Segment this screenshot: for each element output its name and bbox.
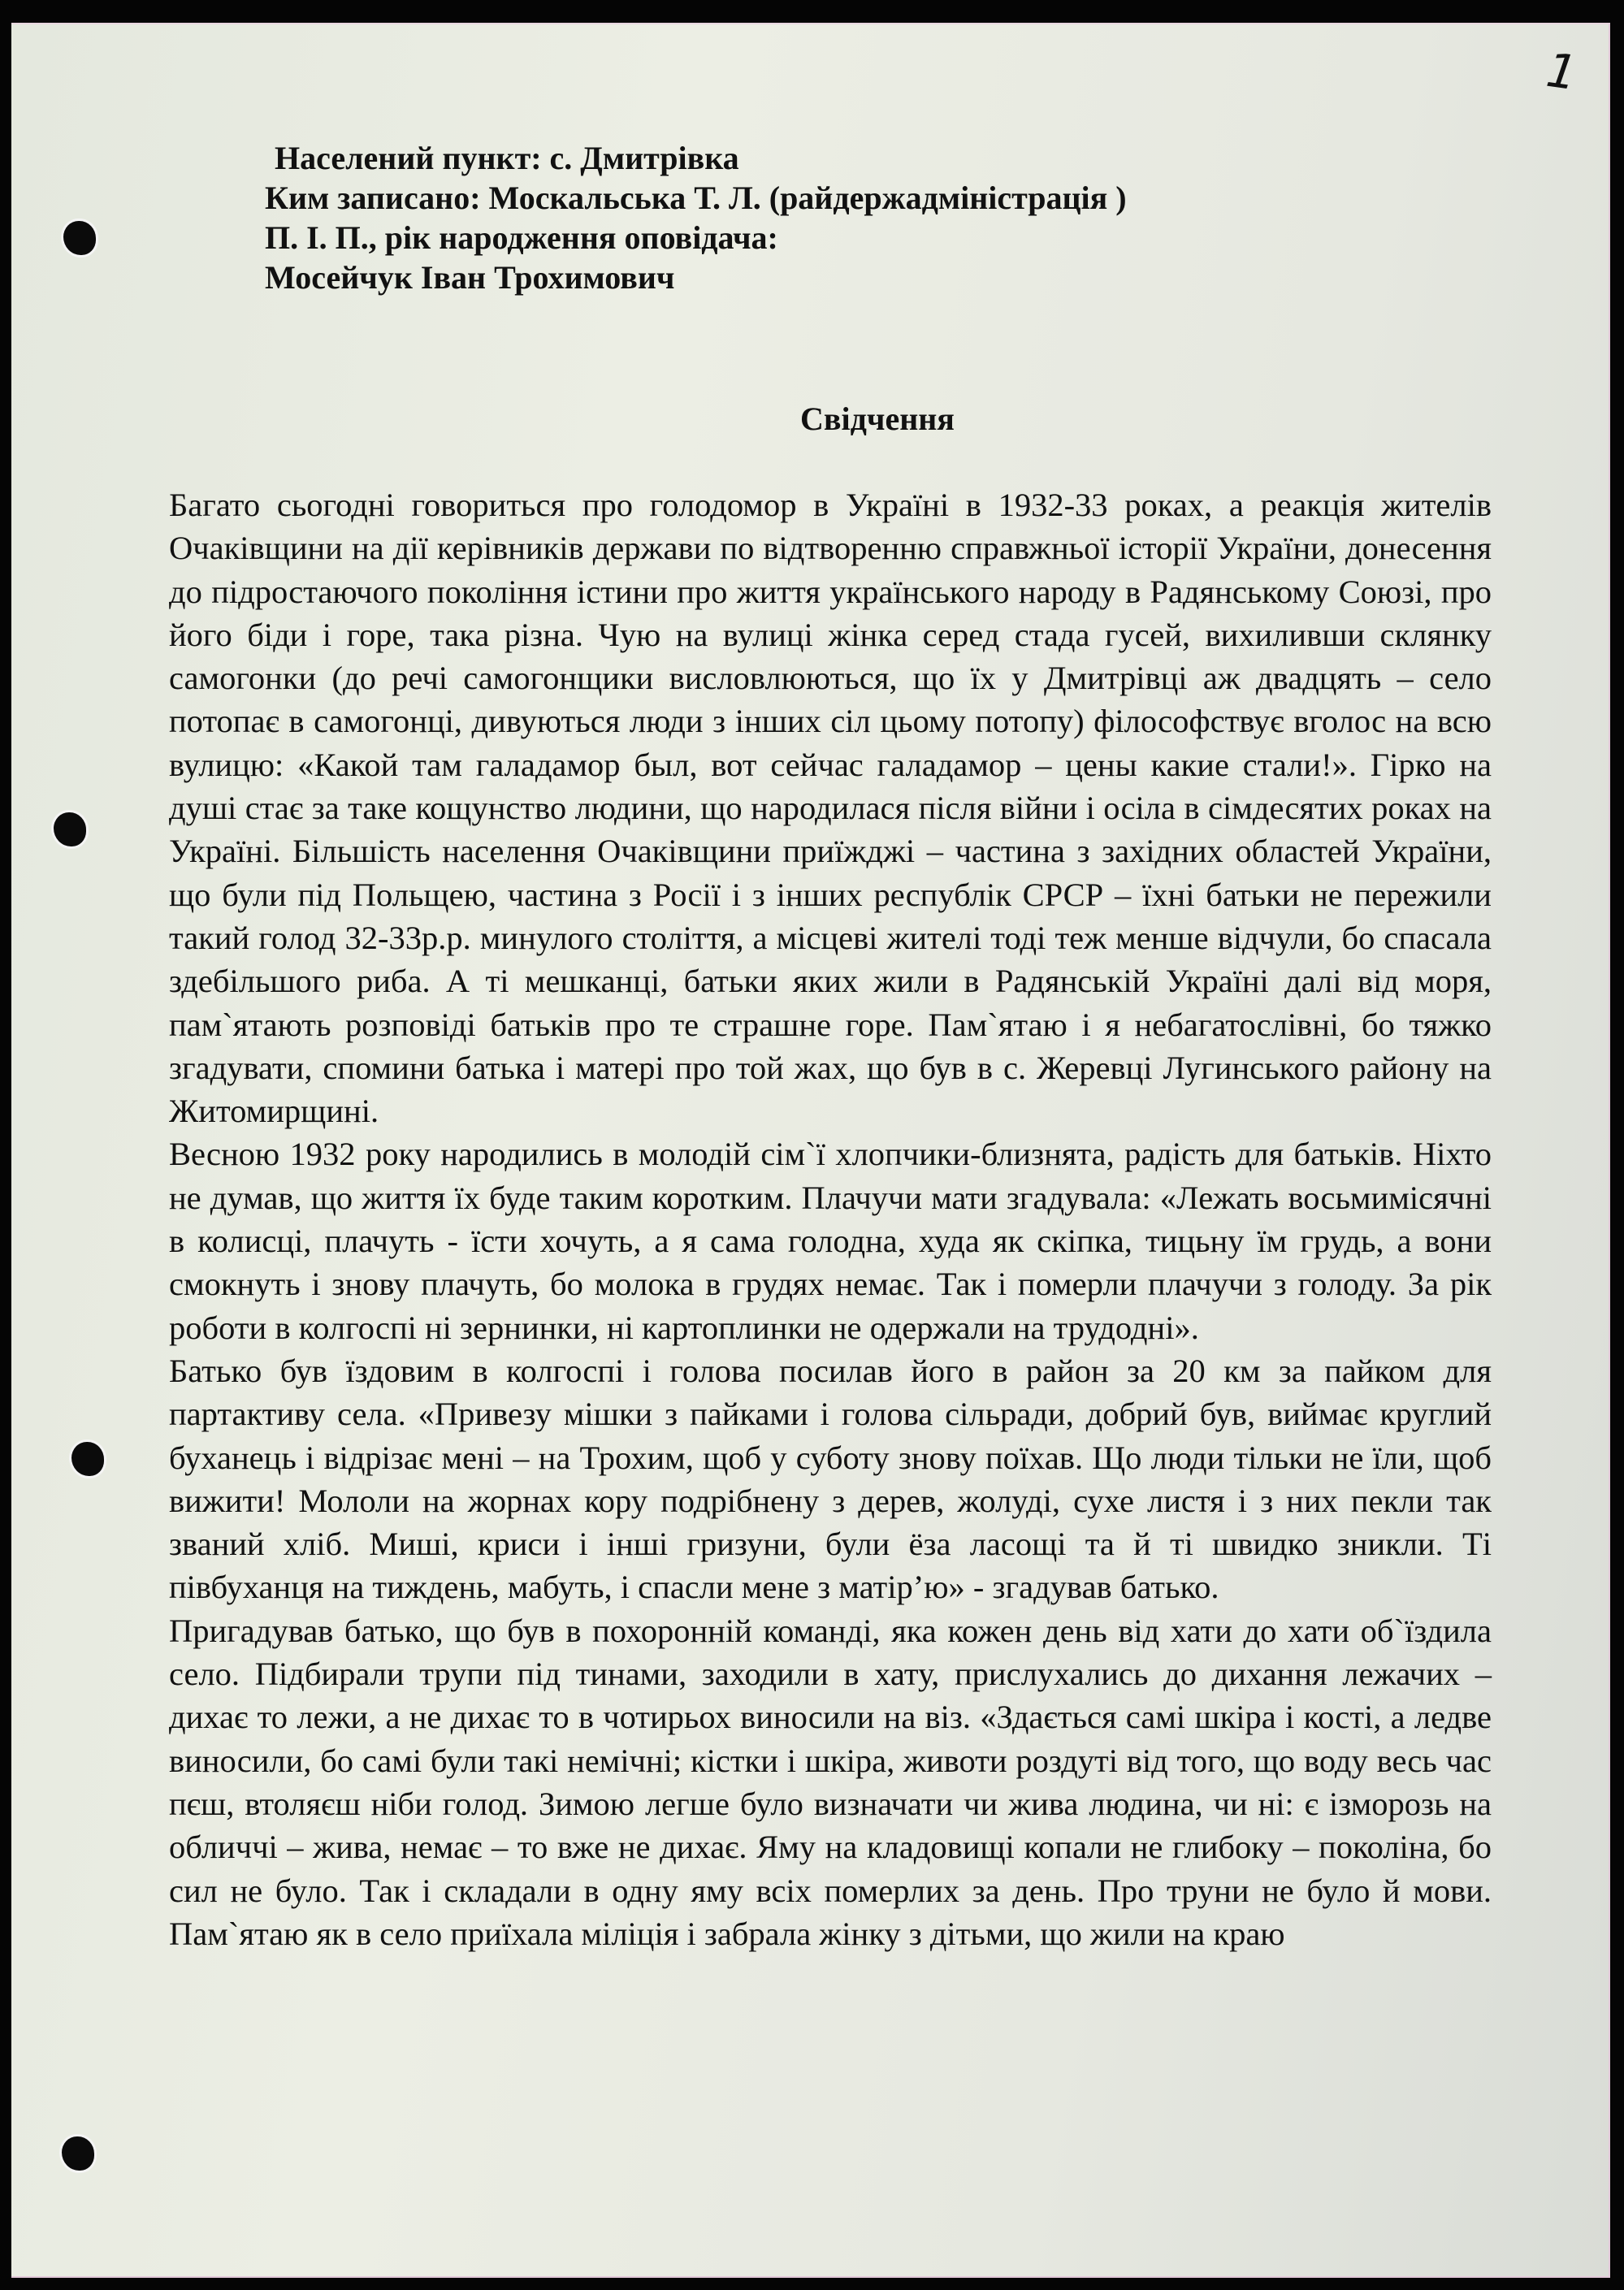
paragraph: Багато сьогодні говориться про голодомор в Україні в 1932-33 роках, а реакція жителів Очаківщини на дії керівників держави по відтворенню справжньої історії України, донесення до підростаючого покоління істини про життя українського народу в Радянському Союзі, про його біди і горе, така різна. Чую на вулиці жінка серед стада гусей, вихиливши склянку самогонки (до речі самогонщики висловлюються, що їх у Дмитрівці аж двадцять – село потопає в самогонці, дивуються люди з інших сіл цьому потопу) філософствує вголос на всю вулицю: «Какой там галадамор был, вот сейчас галадамор – цены какие стали!». Гірко на душі стає за таке кощунство людини, що народилася після війни і осіла в сімдесятих роках на Україні. Більшість населення Очаківщини приїжджі – частина з західних областей України, що були під Польщею, частина з Росії і з інших республік СРСР – їхні батьки не пережили такий голод 32-33р.р. минулого століття, а місцеві жителі тоді теж менше відчули, бо спасала здебільшого риба. А ті мешканці, батьки яких жили в Радянській Україні далі від моря, пам`ятають розповіді батьків про те страшне горе. Пам`ятаю і я небагатослівні, бо тяжко згадувати, спомини батька і матері про той жах, що був в с. Жеревці Лугинського району на Житомирщині. <box>169 487 1492 1130</box>
punch-hole-icon <box>63 221 96 255</box>
testimony-body <box>169 483 1492 1955</box>
punch-hole-icon <box>71 1442 104 1476</box>
paragraph: Весною 1932 року народились в молодій сім`ї хлопчики-близнята, радість для батьків. Ніхто не думав, що життя їх буде таким коротким. Плачучи мати згадувала: «Лежать восьмимісячні в колисці, плачуть - їсти хочуть, а я сама голодна, худа як скіпка, тицьну їм грудь, а вони смокнуть і знову плачуть, бо молока в грудях немає. Так і померли плачучи з голоду. За рік роботи в колгоспі ні зернинки, ні картоплинки не одержали на трудодні». <box>169 1136 1492 1346</box>
handwritten-page-number: 1 <box>1543 41 1581 102</box>
narrator-label-line: П. І. П., рік народження оповідача: <box>265 219 778 256</box>
recorded-by-line: Ким записано: Москальська Т. Л. (райдержадміністрація ) <box>265 180 1127 216</box>
document-title: Свідчення <box>800 400 955 437</box>
settlement-line: Населений пункт: с. Дмитрівка <box>275 140 739 176</box>
paragraph: Пригадував батько, що був в похоронній команді, яка кожен день від хати до хати об`їздила село. Підбирали трупи під тинами, заходили в хату, прислухались до дихання лежачих – дихає то лежи, а не дихає то в чотирьох виносили на віз. «Здається самі шкіра і кості, а ледве виносили, бо самі були такі немічні; кістки і шкіра, животи роздуті від того, що воду весь час пєш, втоляєш ніби голод. Зимою легше було визначати чи жива людина, чи ні: є ізморозь на обличчі – жива, немає – то вже не дихає. Яму на кладовищі копали не глибоку – поколіна, бо сил не було. Так і складали в одну яму всіх померлих за день. Про труни не було й мови. Пам`ятаю як в село приїхала міліція і забрала жінку з дітьми, що жили на краю <box>169 1612 1492 1952</box>
paragraph: Батько був їздовим в колгоспі і голова посилав його в район за 20 км за пайком для партактиву села. «Привезу мішки з пайками і голова сільради, добрий був, виймає круглий буханець і відрізає мені – на Трохим, щоб у суботу знову поїхав. Що люди тільки не їли, щоб вижити! Мололи на жорнах кору подрібнену з дерев, жолуді, сухе листя і з них пекли так званий хліб. Миші, криси і інші гризуни, були ёза ласощі та й ті швидко зникли. Ті півбуханця на тиждень, мабуть, і спасли мене з матір’ю» - згадував батько. <box>169 1352 1492 1606</box>
document-header <box>265 138 1127 297</box>
punch-hole-icon <box>62 2136 94 2171</box>
narrator-name-line: Мосейчук Іван Трохимович <box>265 259 675 296</box>
punch-hole-icon <box>54 812 86 846</box>
